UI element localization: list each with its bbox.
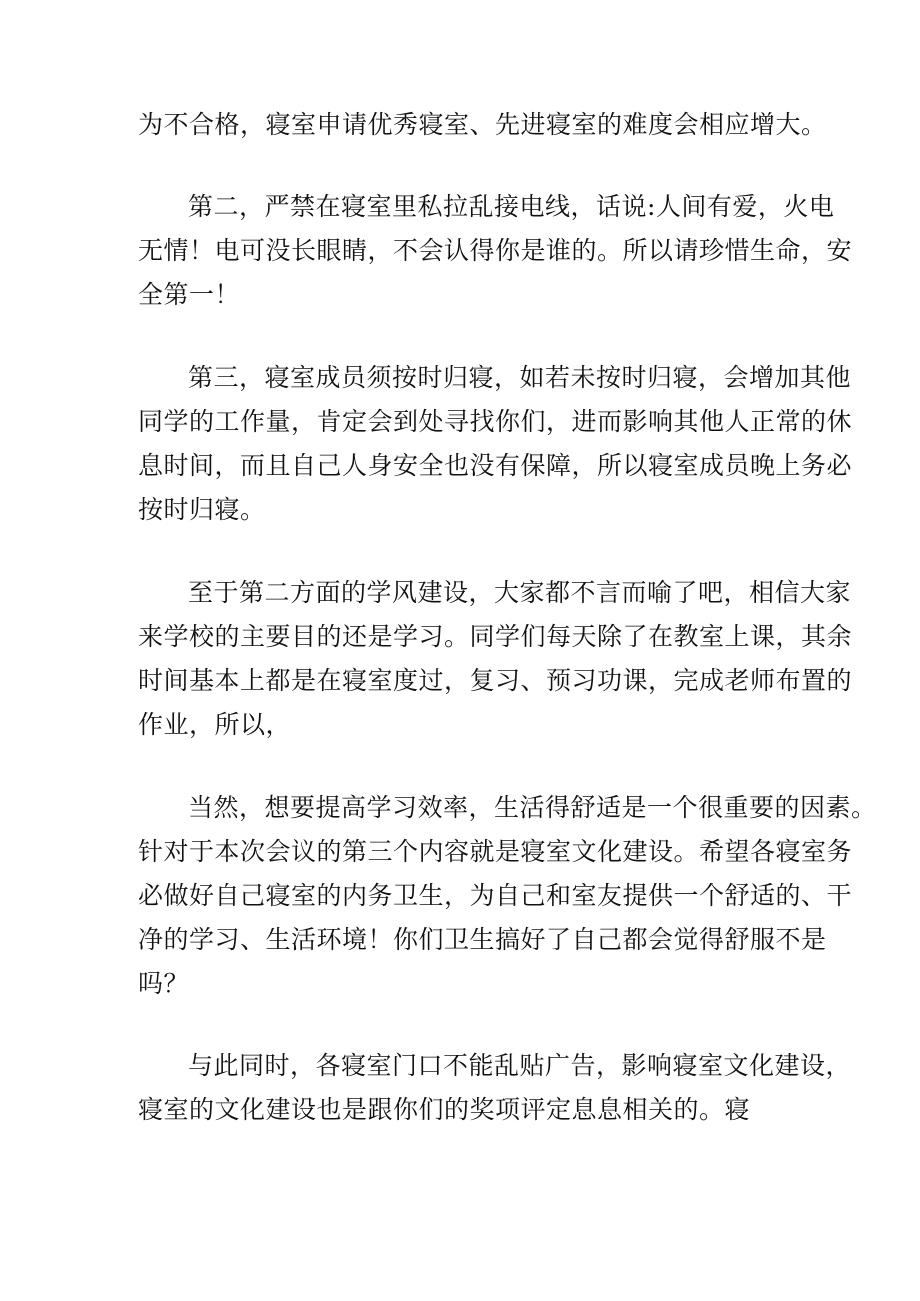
- text-line: 按时归寝。: [138, 495, 266, 524]
- paragraph-study-atmosphere: [138, 571, 853, 747]
- paragraph-return-on-time: [138, 356, 853, 532]
- paragraph-dorm-culture: [138, 786, 877, 1006]
- paragraph-no-advertising: [138, 1044, 852, 1132]
- text-line: 净的学习、生活环境！你们卫生搞好了自己都会觉得舒服不是: [138, 925, 827, 954]
- text-line: 时间基本上都是在寝室度过，复习、预习功课，完成老师布置的: [138, 666, 853, 695]
- text-line: 第二，严禁在寝室里私拉乱接电线，话说:人间有爱，火电: [188, 192, 835, 221]
- text-line: 全第一！: [138, 280, 241, 309]
- paragraph-electric-wiring: [138, 185, 853, 317]
- text-line: 作业，所以，: [138, 710, 292, 739]
- text-line: 无情！电可没长眼睛，不会认得你是谁的。所以请珍惜生命，安: [138, 236, 853, 265]
- text-line: 必做好自己寝室的内务卫生，为自己和室友提供一个舒适的、干: [138, 881, 853, 910]
- text-line: 寝室的文化建设也是跟你们的奖项评定息息相关的。寝: [138, 1095, 751, 1124]
- text-line: 来学校的主要目的还是学习。同学们每天除了在教室上课，其余: [138, 622, 853, 651]
- text-line: 同学的工作量，肯定会到处寻找你们，进而影响其他人正常的休: [138, 407, 853, 436]
- text-line: 息时间，而且自己人身安全也没有保障，所以寝室成员晚上务必: [138, 451, 853, 480]
- paragraph-unqualified-dorm: [138, 103, 827, 147]
- text-line: 与此同时，各寝室门口不能乱贴广告，影响寝室文化建设，: [188, 1051, 852, 1080]
- text-line: 至于第二方面的学风建设，大家都不言而喻了吧，相信大家: [188, 578, 852, 607]
- text-line: 当然，想要提高学习效率，生活得舒适是一个很重要的因素。: [188, 793, 877, 822]
- text-line: 针对于本次会议的第三个内容就是寝室文化建设。希望各寝室务: [138, 837, 853, 866]
- text-line: 第三，寝室成员须按时归寝，如若未按时归寝，会增加其他: [188, 363, 852, 392]
- text-line: 吗？: [138, 969, 190, 998]
- text-line: 为不合格，寝室申请优秀寝室、先进寝室的难度会相应增大。: [138, 110, 827, 139]
